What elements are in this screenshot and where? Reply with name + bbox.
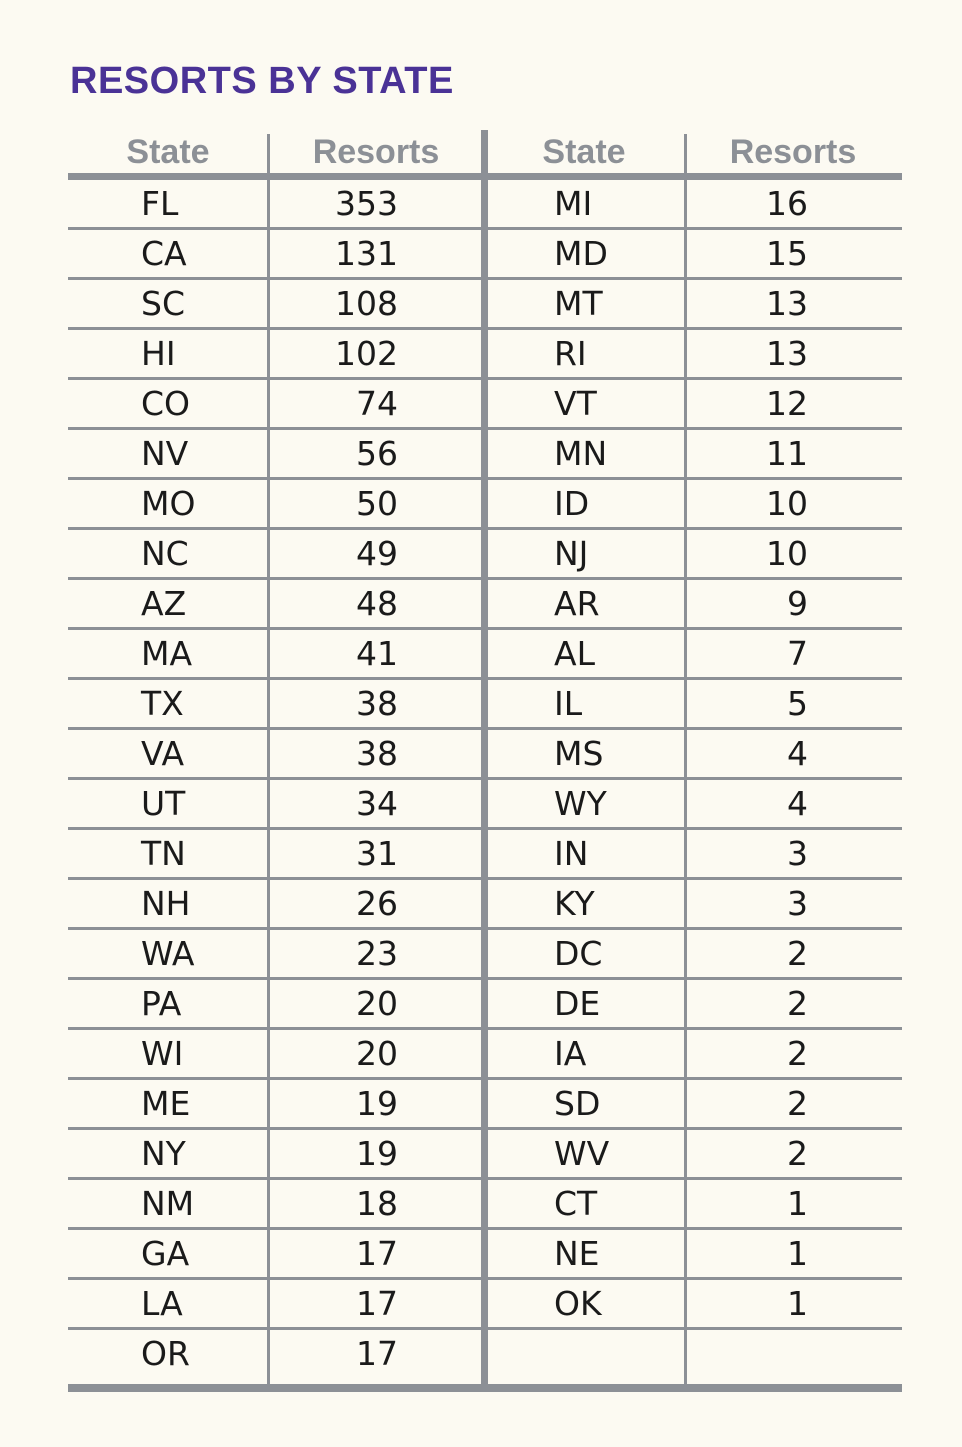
table-row	[68, 230, 902, 280]
state-cell-left: MO	[141, 484, 196, 523]
resorts-cell-right: 1	[787, 1234, 808, 1273]
resorts-cell-left: 131	[335, 234, 398, 273]
state-cell-right: MT	[554, 284, 603, 323]
resorts-cell-left: 18	[356, 1184, 398, 1223]
state-cell-right: SD	[554, 1084, 601, 1123]
resorts-cell-left: 31	[356, 834, 398, 873]
bottom-rule	[68, 1384, 902, 1392]
resorts-cell-left: 20	[356, 984, 398, 1023]
state-cell-left: CO	[141, 384, 191, 423]
resorts-cell-left: 353	[335, 184, 398, 223]
state-cell-right: MI	[554, 184, 593, 223]
header-resorts-right: Resorts	[729, 133, 857, 171]
resorts-cell-left: 49	[356, 534, 398, 573]
table-row	[68, 1280, 902, 1330]
state-cell-left: NV	[141, 434, 189, 473]
header-resorts-left: Resorts	[312, 133, 440, 171]
header-state-left: State	[126, 133, 210, 171]
state-cell-right: OK	[554, 1284, 602, 1323]
state-cell-left: NY	[141, 1134, 186, 1173]
state-cell-right: IL	[554, 684, 583, 723]
state-cell-left: PA	[141, 984, 182, 1023]
resorts-cell-left: 17	[356, 1284, 398, 1323]
state-cell-right: WY	[554, 784, 607, 823]
state-cell-left: TX	[141, 684, 184, 723]
table-row	[68, 380, 902, 430]
resorts-cell-right: 2	[787, 1084, 808, 1123]
resorts-cell-right: 9	[787, 584, 808, 623]
table-row	[68, 280, 902, 330]
state-cell-right: WV	[554, 1134, 610, 1173]
table-row	[68, 730, 902, 780]
table-row	[68, 480, 902, 530]
state-cell-right: MN	[554, 434, 608, 473]
resorts-cell-left: 26	[356, 884, 398, 923]
state-cell-right: DE	[554, 984, 601, 1023]
table-row	[68, 530, 902, 580]
state-cell-right: NE	[554, 1234, 600, 1273]
resorts-cell-left: 38	[356, 734, 398, 773]
table-row	[68, 1180, 902, 1230]
state-cell-right: KY	[554, 884, 595, 923]
resorts-cell-right: 13	[766, 284, 808, 323]
page-title: RESORTS BY STATE	[70, 60, 454, 102]
state-cell-left: NM	[141, 1184, 195, 1223]
table-row	[68, 880, 902, 930]
resorts-cell-right: 4	[787, 784, 808, 823]
table-row	[68, 1080, 902, 1130]
resorts-cell-left: 19	[356, 1134, 398, 1173]
resorts-cell-left: 17	[356, 1334, 398, 1373]
table-row	[68, 180, 902, 230]
state-cell-left: UT	[141, 784, 186, 823]
state-cell-right: AR	[554, 584, 600, 623]
state-cell-right: IN	[554, 834, 589, 873]
state-cell-right: IA	[554, 1034, 587, 1073]
resorts-cell-left: 17	[356, 1234, 398, 1273]
table-row	[68, 1330, 902, 1380]
table-row	[68, 1130, 902, 1180]
resorts-cell-left: 34	[356, 784, 398, 823]
table-row	[68, 1030, 902, 1080]
state-cell-left: NH	[141, 884, 191, 923]
resorts-cell-left: 38	[356, 684, 398, 723]
state-cell-right: NJ	[554, 534, 589, 573]
resorts-cell-right: 5	[787, 684, 808, 723]
state-cell-right: ID	[554, 484, 590, 523]
table-row	[68, 830, 902, 880]
resorts-cell-right: 15	[766, 234, 808, 273]
state-cell-left: WI	[141, 1034, 184, 1073]
table-row	[68, 430, 902, 480]
table-row	[68, 1230, 902, 1280]
table-row	[68, 580, 902, 630]
resorts-cell-left: 41	[356, 634, 398, 673]
state-cell-left: VA	[141, 734, 185, 773]
state-cell-right: MD	[554, 234, 608, 273]
resorts-cell-left: 19	[356, 1084, 398, 1123]
state-cell-right: RI	[554, 334, 587, 373]
resorts-cell-right: 10	[766, 484, 808, 523]
state-cell-left: TN	[141, 834, 186, 873]
resorts-table	[68, 130, 902, 1392]
resorts-cell-right: 3	[787, 884, 808, 923]
state-cell-left: SC	[141, 284, 185, 323]
state-cell-right: MS	[554, 734, 604, 773]
resorts-cell-right: 3	[787, 834, 808, 873]
resorts-cell-left: 20	[356, 1034, 398, 1073]
resorts-cell-right: 1	[787, 1184, 808, 1223]
resorts-cell-left: 23	[356, 934, 398, 973]
resorts-cell-right: 2	[787, 1134, 808, 1173]
resorts-cell-right: 16	[766, 184, 808, 223]
state-cell-left: HI	[141, 334, 176, 373]
resorts-cell-left: 108	[335, 284, 398, 323]
table-row	[68, 630, 902, 680]
header-state-right: State	[542, 133, 626, 171]
resorts-cell-right: 2	[787, 984, 808, 1023]
resorts-cell-right: 11	[766, 434, 808, 473]
resorts-cell-right: 2	[787, 1034, 808, 1073]
resorts-cell-right: 7	[787, 634, 808, 673]
state-cell-left: MA	[141, 634, 193, 673]
resorts-cell-right	[68, 1330, 808, 1377]
resorts-cell-right: 2	[787, 934, 808, 973]
state-cell-left: CA	[141, 234, 187, 273]
table-row	[68, 930, 902, 980]
table-row	[68, 330, 902, 380]
state-cell-right: AL	[554, 634, 595, 673]
state-cell-left: GA	[141, 1234, 190, 1273]
state-cell-left: LA	[141, 1284, 183, 1323]
resorts-cell-left: 102	[335, 334, 398, 373]
state-cell-left: AZ	[141, 584, 187, 623]
state-cell-left: OR	[141, 1334, 190, 1373]
resorts-cell-left: 56	[356, 434, 398, 473]
state-cell-left: FL	[141, 184, 179, 223]
resorts-cell-left: 50	[356, 484, 398, 523]
table-row	[68, 780, 902, 830]
resorts-cell-right: 12	[766, 384, 808, 423]
resorts-cell-right: 1	[787, 1284, 808, 1323]
state-cell-right: DC	[554, 934, 603, 973]
table-row	[68, 680, 902, 730]
resorts-cell-right: 10	[766, 534, 808, 573]
resorts-cell-left: 74	[356, 384, 398, 423]
resorts-cell-left: 48	[356, 584, 398, 623]
resorts-cell-right: 4	[787, 734, 808, 773]
state-cell-left: NC	[141, 534, 189, 573]
state-cell-right: CT	[554, 1184, 598, 1223]
state-cell-left: ME	[141, 1084, 191, 1123]
resorts-cell-right: 13	[766, 334, 808, 373]
state-cell-right: VT	[554, 384, 597, 423]
table-row	[68, 980, 902, 1030]
state-cell-left: WA	[141, 934, 195, 973]
